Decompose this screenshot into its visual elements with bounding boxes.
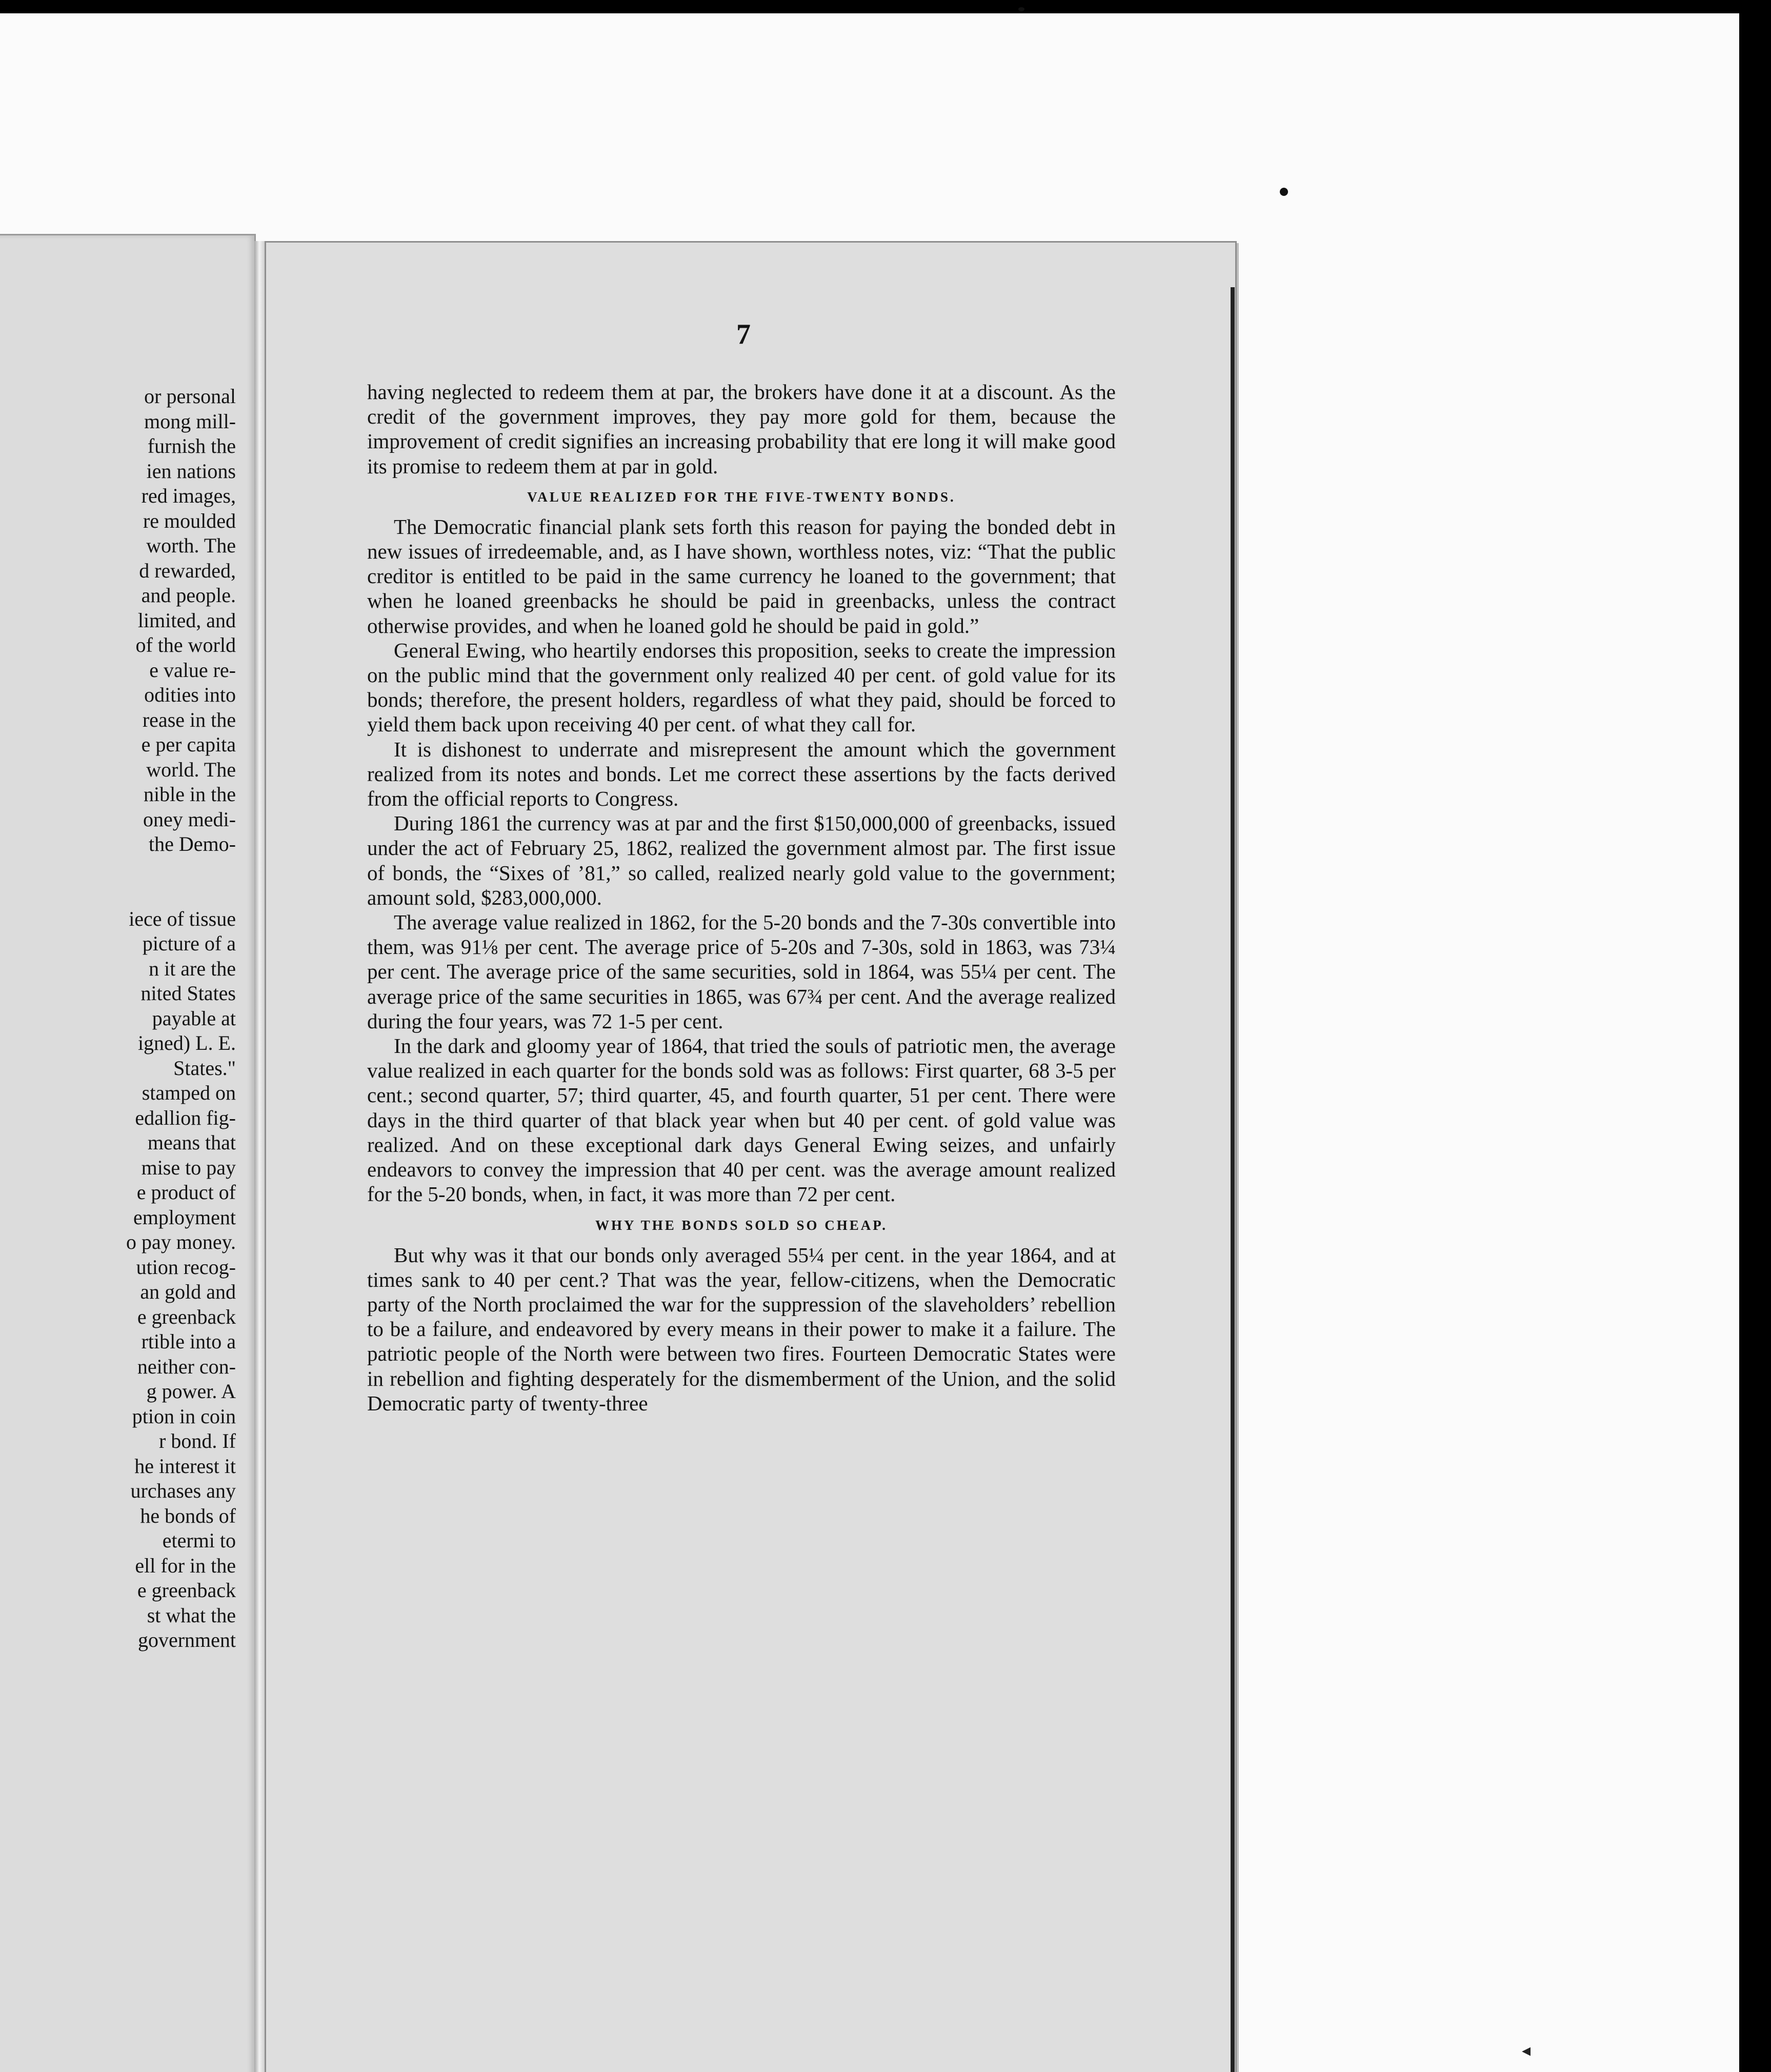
left-page-line: odities into — [144, 683, 236, 706]
left-page-line: o pay money. — [126, 1230, 236, 1253]
left-page-line: nited States — [140, 982, 236, 1005]
speck-mark — [1018, 7, 1024, 11]
book-gutter — [254, 241, 266, 2072]
left-page-line: rtible into a — [141, 1330, 236, 1353]
left-page-line: oney medi- — [143, 807, 236, 831]
left-page-line: and people. — [141, 584, 236, 607]
left-page-line: e value re- — [149, 658, 236, 682]
left-page-line — [0, 857, 236, 882]
left-page-line: nible in the — [144, 783, 236, 806]
paragraph: In the dark and gloomy year of 1864, that tried the souls of patriotic men, the average value realized in each quarter for the bonds sold was as follows: First quarter, 68 3-5 per cent.; second quarter, 57; third quarter, 45, and fourth quarter, 51 per cent. There were days in the third quarter of that black year when but 40 per cent. of gold value was realized. And on these exceptional dark days General Ewing seizes, and unfairly endeavors to convey the impression that 40 per cent. was the average amount realized for the 5-20 bonds, when, in fact, it was more than 72 per cent. — [367, 1034, 1116, 1206]
left-page-line: picture of a — [142, 932, 236, 955]
left-page-line: furnish the — [147, 434, 236, 457]
left-page-line: limited, and — [137, 608, 236, 632]
left-page-line: iece of tissue — [129, 907, 236, 930]
left-page-line: e greenback — [137, 1579, 236, 1602]
left-page-line: States." — [173, 1056, 236, 1080]
left-page-line: red images, — [141, 484, 236, 507]
scan-border-top — [0, 0, 1771, 13]
left-page-line: e greenback — [137, 1305, 236, 1328]
scanner-mark: ◂ — [1522, 2041, 1531, 2060]
paragraph: The average value realized in 1862, for the 5-20 bonds and the 7-30s convertible into them, was 91⅛ per cent. The average price of 5-20s and 7-30s, sold in 1863, was 73¼ per cent. The average price of the same securities, sold in 1864, was 55¼ per cent. The average price of the same securities in 1865, was 67¾ per cent. And the average realized during the four years, was 72 1-5 per cent. — [367, 910, 1116, 1033]
paragraph: But why was it that our bonds only averaged 55¼ per cent. in the year 1864, and at times sank to 40 per cent.? That was the year, fellow-citizens, when the Democratic party of the North proclaimed the war for the suppression of the slaveholders’ rebellion to be a failure, and endeavored by every means in their power to make it a failure. The patriotic people of the North were between two fires. Fourteen Democratic States were in rebellion and fighting desperately for the dismemberment of the Union, and the solid Democratic party of twenty-three — [367, 1243, 1116, 1415]
left-page-line: he bonds of — [140, 1504, 236, 1527]
left-page-line: of the world — [135, 633, 236, 656]
body-text — [367, 380, 1116, 1416]
paragraph: General Ewing, who heartily endorses this proposition, seeks to create the impression on the public mind that the government only realized 40 per cent. of gold value for its bonds; therefore, the present holders, regardless of what they paid, should be forced to yield them back upon receiving 40 per cent. of what they call for. — [367, 638, 1116, 736]
left-page-line: or personal — [144, 385, 236, 408]
left-page-line: means that — [147, 1131, 236, 1154]
left-page-line: an gold and — [140, 1280, 236, 1303]
left-page-line: edallion fig- — [135, 1106, 236, 1129]
left-page-line: re moulded — [143, 509, 236, 532]
speck-mark — [1280, 188, 1288, 196]
left-page-line: e per capita — [141, 733, 236, 756]
left-page-line: d rewarded, — [139, 559, 236, 582]
left-page-line: employment — [133, 1205, 236, 1229]
left-page-line: ution recog- — [136, 1255, 236, 1279]
left-page-line: ien nations — [146, 459, 236, 483]
left-page-line: worth. The — [146, 534, 236, 557]
page-number: 7 — [736, 318, 751, 350]
left-page-line: mise to pay — [141, 1155, 236, 1179]
left-page-line: the Demo- — [149, 832, 236, 855]
left-page-text — [0, 384, 236, 1653]
section-heading: WHY THE BONDS SOLD SO CHEAP. — [595, 1217, 888, 1233]
left-page-line: payable at — [152, 1006, 236, 1030]
paragraph: During 1861 the currency was at par and the first $150,000,000 of greenbacks, issued under the act of February 25, 1862, realized the government almost par. The first issue of bonds, the “Sixes of ’81,” so called, realized nearly gold value to the government; amount sold, $283,000,000. — [367, 811, 1116, 909]
left-page-line: mong mill- — [144, 409, 236, 433]
scan-border-right — [1739, 0, 1771, 2072]
left-page-line: igned) L. E. — [137, 1031, 236, 1054]
left-page-line: government — [137, 1628, 236, 1651]
paragraph: It is dishonest to underrate and misrepresent the amount which the government realized from its notes and bonds. Let me correct these assertions by the facts derived from the official reports to Congress. — [367, 737, 1116, 811]
left-page-line: r bond. If — [159, 1429, 236, 1452]
paragraph: having neglected to redeem them at par, the brokers have done it at a discount. As the credit of the government improves, they pay more gold for them, because the improvement of credit signifies an increasing probability that ere long it will make good its promise to redeem them at par in gold. — [367, 380, 1116, 478]
left-page-line: stamped on — [142, 1081, 236, 1104]
left-page-line: urchases any — [130, 1479, 236, 1502]
left-page-line: rease in the — [142, 708, 236, 731]
left-page-line: n it are the — [149, 957, 236, 980]
left-page-line — [0, 882, 236, 907]
page-edge — [1231, 287, 1235, 2072]
left-page-line: etermi to — [162, 1529, 236, 1552]
left-page-line: world. The — [146, 758, 236, 781]
left-page-line: ell for in the — [135, 1553, 236, 1577]
left-page — [0, 234, 256, 2072]
left-page-line: st what the — [147, 1603, 236, 1627]
left-page-line: he interest it — [134, 1454, 236, 1478]
left-page-line: neither con- — [137, 1354, 236, 1378]
section-heading: VALUE REALIZED FOR THE FIVE-TWENTY BONDS. — [527, 489, 956, 505]
paragraph: The Democratic financial plank sets forth this reason for paying the bonded debt in new issues of irredeemable, and, as I have shown, worthless notes, viz: “That the public creditor is entitled to be paid in the same currency he loaned to the government; that when he loaned greenbacks he should be paid in greenbacks, unless the contract otherwise provides, and when he loaned gold he should be paid in gold.” — [367, 514, 1116, 637]
left-page-line: g power. A — [146, 1380, 236, 1403]
left-page-line: ption in coin — [132, 1404, 236, 1428]
left-page-line: e product of — [136, 1181, 236, 1204]
